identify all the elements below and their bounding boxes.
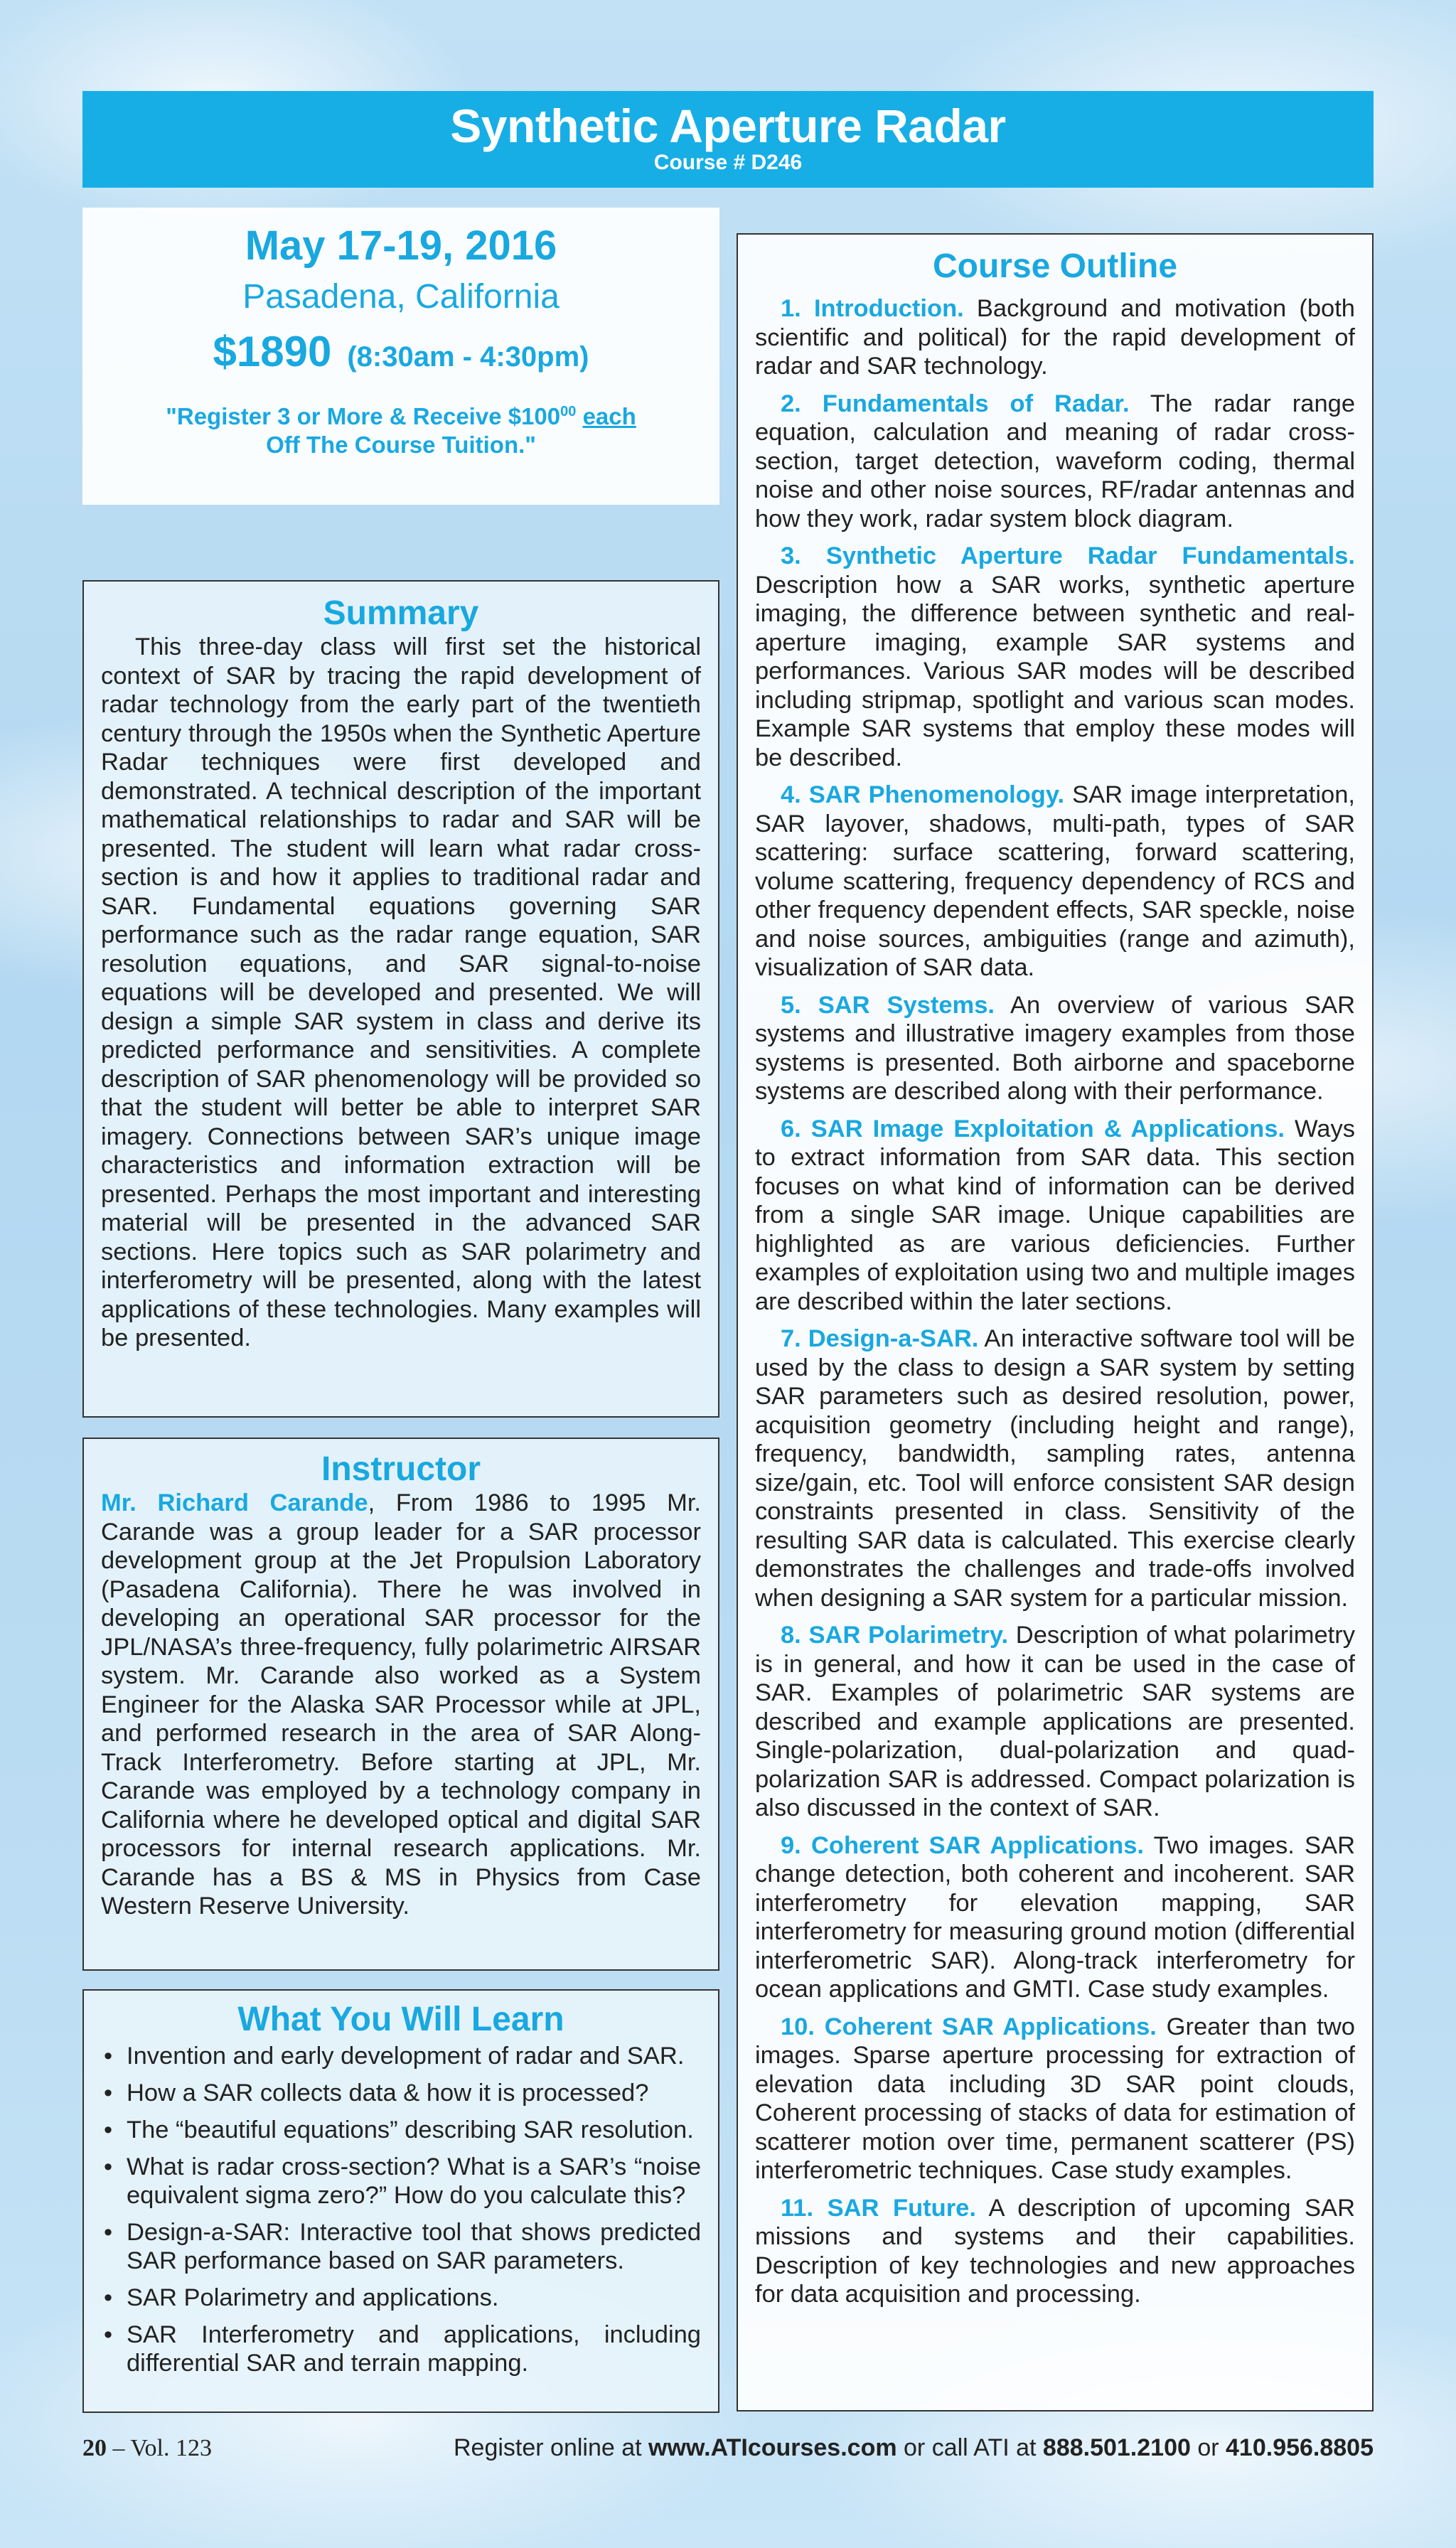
course-date: May 17-19, 2016 (245, 223, 557, 269)
outline-item: 3. Synthetic Aperture Radar Fundamentals. Description how a SAR works, synthetic aperture imaging, the difference between synthetic and real-aperture imaging, example SAR systems and performances. Various SAR modes will be described including stripmap, spotlight and various scan modes. Example SAR systems that employ these modes will be described. (755, 542, 1355, 771)
bullet-icon: • (104, 2153, 113, 2180)
outline-heading: Course Outline (932, 247, 1178, 285)
outline-item: 1. Introduction. Background and motivation (both scientific and political) for the rapid development of radar and SAR technology. (755, 295, 1355, 380)
phone-number-2: 410.956.8805 (1226, 2434, 1374, 2461)
learn-box (82, 1989, 719, 2413)
register-line: Register online at www.ATIcourses.com or call ATI at 888.501.2100 or 410.956.8805 (454, 2434, 1374, 2461)
outline-item: 6. SAR Image Exploitation & Applications. Ways to extract information from SAR data. This section focuses on what kind of information can be derived from a single SAR image. Unique capabilities are highlighted as are various deficiencies. Further examples of exploitation using two and multiple images are described within the later sections. (755, 1115, 1355, 1315)
title-banner (82, 91, 1374, 188)
course-outline-box (737, 233, 1374, 2412)
register-offer-text: "Register 3 or More & Receive $100 (166, 403, 561, 429)
learn-heading: What You Will Learn (237, 2001, 564, 2038)
outline-item: 2. Fundamentals of Radar. The radar range equation, calculation and meaning of radar cross-section, target detection, waveform coding, thermal noise and other noise sources, RF/radar antennas and how they work, radar system block diagram. (755, 390, 1356, 532)
learn-item: • SAR Interferometry and applications, including differential SAR and terrain mapping. (104, 2321, 701, 2377)
bullet-icon: • (104, 2321, 113, 2348)
learn-item: • How a SAR collects data & how it is processed? (104, 2079, 649, 2107)
outline-item: 9. Coherent SAR Applications. Two images. SAR change detection, both coherent and incoherent. SAR interferometry for elevation mapping, SAR interferometry for measuring ground motion (differential interferometric SAR). Along-track interferometry for ocean applications and GMTI. Case study examples. (755, 1831, 1355, 2003)
page-number: 20 – Vol. 123 (82, 2435, 213, 2461)
learn-item: • Invention and early development of radar and SAR. (104, 2043, 685, 2070)
outline-item: 4. SAR Phenomenology. SAR image interpretation, SAR layover, shadows, multi-path, types of SAR scattering: surface scattering, forward scattering, volume scattering, frequency dependency of RCS and other frequency dependent effects, SAR speckle, noise and noise sources, ambiguities (range and azimuth), visualization of SAR data. (755, 781, 1355, 981)
register-offer-line2: Off The Course Tuition." (266, 432, 536, 458)
bullet-icon: • (104, 2079, 113, 2107)
instructor-box (82, 1438, 719, 1971)
price-line (82, 327, 719, 376)
course-hours: (8:30am - 4:30pm) (347, 341, 589, 373)
bullet-icon: • (104, 2219, 113, 2246)
outline-item: 11. SAR Future. A description of upcoming SAR missions and systems and their capabilities. Description of key technologies and new approaches for data acquisition and processing. (755, 2194, 1355, 2308)
instructor-bio: , From 1986 to 1995 Mr. Carande was a group leader for a SAR processor development group at the Jet Propulsion Laboratory (Pasadena California). There he was involved in developing an operational SAR processor for the JPL/NASA’s three-frequency, fully polarimetric AIRSAR system. Mr. Carande also worked as a System Engineer for the Alaska SAR Processor while at JPL, and performed research in the area of SAR Along-Track Interferometry. Before starting at JPL, Mr. Carande was employed by a technology company in California where he developed optical and digital SAR processors for internal research applications. Mr. Carande has a BS & MS in Physics from Case Western Reserve University. (101, 1489, 701, 1920)
instructor-heading: Instructor (321, 1450, 481, 1488)
learn-item: • Design-a-SAR: Interactive tool that shows predicted SAR performance based on SAR parameters. (104, 2219, 701, 2274)
phone-number-1: 888.501.2100 (1042, 2434, 1191, 2461)
bullet-icon: • (104, 2116, 113, 2143)
outline-item: 5. SAR Systems. An overview of various SAR systems and illustrative imagery examples from those systems is presented. Both airborne and spaceborne systems are described along with their performance. (755, 991, 1356, 1105)
learn-list (101, 2042, 701, 2377)
learn-item: • The “beautiful equations” describing SAR resolution. (104, 2116, 694, 2143)
course-title: Synthetic Aperture Radar (450, 100, 1006, 152)
date-price-box (82, 208, 719, 505)
learn-item: • What is radar cross-section? What is a SAR’s “noise equivalent sigma zero?” How do you calculate this? (104, 2153, 701, 2209)
summary-text: This three-day class will first set the historical context of SAR by tracing the rapid development of radar technology from the early part of the twentieth century through the 1950s when the Synthetic Aperture Radar techniques were first developed and demonstrated. A technical description of the important mathematical relationships to radar and SAR will be presented. The student will learn what radar cross-section is and how it applies to traditional radar and SAR. Fundamental equations governing SAR performance such as the radar range equation, SAR resolution equations, and SAR signal-to-noise equations will be developed and presented. We will design a simple SAR system in class and derive its predicted performance and sensitivities. A complete description of SAR phenomenology will be provided so that the student will better be able to interpret SAR imagery. Connections between SAR’s unique image characteristics and information extraction will be presented. Perhaps the most important and interesting material will be presented in the advanced SAR sections. Here topics such as SAR polarimetry and interferometry will be presented, along with the latest applications of these technologies. Many examples will be presented. (101, 633, 701, 1351)
website-link[interactable]: www.ATIcourses.com (648, 2434, 897, 2461)
summary-box (82, 580, 719, 1418)
learn-item: • SAR Polarimetry and applications. (104, 2284, 499, 2311)
instructor-text (101, 1489, 701, 1921)
register-offer-each: each (582, 403, 636, 429)
bullet-icon: • (104, 2284, 113, 2311)
register-offer-cents: 00 (560, 404, 577, 419)
instructor-name: Mr. Richard Carande (101, 1489, 368, 1516)
outline-item: 10. Coherent SAR Applications. Greater than two images. Sparse aperture processing for extraction of elevation data including 3D SAR point clouds, Coherent processing of stacks of data for estimation of scatterer motion over time, permanent scatterer (PS) interferometric techniques. Case study examples. (755, 2013, 1355, 2184)
register-offer (82, 397, 719, 459)
course-price: $1890 (213, 328, 332, 375)
bullet-icon: • (104, 2043, 113, 2070)
course-location: Pasadena, California (242, 278, 560, 316)
course-number: Course # D246 (653, 151, 803, 174)
summary-heading: Summary (323, 594, 479, 632)
outline-item: 8. SAR Polarimetry. Description of what polarimetry is in general, and how it can be used in the case of SAR. Examples of polarimetric SAR systems are described and example applications are presented. Single-polarization, dual-polarization and quad-polarization SAR is addressed. Compact polarization is also discussed in the context of SAR. (755, 1622, 1355, 1821)
outline-item: 7. Design-a-SAR. An interactive software tool will be used by the class to design a SAR system by setting SAR parameters such as desired resolution, power, acquisition geometry (including height and range), frequency, bandwidth, sampling rates, antenna size/gain, etc. Tool will enforce consistent SAR design constraints presented in class. Sensitivity of the resulting SAR data is calculated. This exercise clearly demonstrates the challenges and trade-offs involved when designing a SAR system for a particular mission. (755, 1325, 1355, 1612)
page-footer (82, 2430, 1374, 2466)
